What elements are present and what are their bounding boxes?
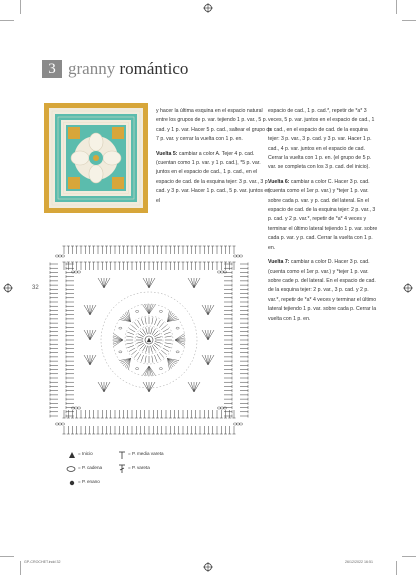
legend-enano: = P. enano bbox=[78, 479, 100, 484]
stitch-mark bbox=[143, 382, 149, 392]
crop-line bbox=[20, 0, 21, 14]
stitch-mark bbox=[161, 350, 166, 354]
stitch-mark bbox=[146, 327, 148, 334]
stitch-mark bbox=[90, 330, 93, 340]
stitch-mark bbox=[155, 342, 162, 344]
stitch-mark bbox=[145, 304, 149, 314]
stitch-mark bbox=[84, 355, 90, 365]
footer-file: GP-CROCHET.indd 32 bbox=[24, 560, 61, 564]
stitch-mark bbox=[146, 346, 148, 353]
stitch-mark bbox=[138, 354, 142, 360]
stitch-mark bbox=[131, 350, 136, 354]
double-crochet-icon bbox=[118, 464, 126, 474]
crop-line bbox=[402, 556, 416, 557]
stitch-mark bbox=[155, 337, 162, 339]
stitch-mark bbox=[101, 278, 104, 288]
legend-inicio: = Inicio bbox=[78, 451, 93, 456]
stitch-mark bbox=[175, 336, 185, 340]
stitch-mark bbox=[129, 329, 135, 333]
registration-mark-left bbox=[3, 283, 13, 293]
instructions-column-2 bbox=[268, 107, 378, 329]
stitch-mark bbox=[84, 305, 90, 315]
stitch-mark bbox=[141, 355, 143, 362]
stitch-mark bbox=[149, 304, 153, 314]
stitch-mark bbox=[208, 355, 211, 365]
round-heading: Vuelta 5: bbox=[156, 150, 178, 157]
stitch-mark bbox=[87, 305, 90, 315]
stitch-mark bbox=[84, 330, 90, 340]
paragraph-round-7 bbox=[268, 258, 378, 324]
stitch-mark bbox=[205, 330, 208, 340]
chain-stitch bbox=[119, 327, 122, 329]
stitch-mark bbox=[208, 355, 214, 365]
page-title bbox=[68, 58, 188, 80]
stitch-mark bbox=[165, 343, 172, 344]
stitch-mark bbox=[138, 320, 142, 326]
stitch-mark bbox=[194, 382, 200, 392]
stitch-mark bbox=[90, 305, 96, 315]
crop-line bbox=[402, 20, 416, 21]
start-marker bbox=[147, 338, 151, 342]
stitch-mark bbox=[175, 340, 185, 344]
slip-stitch-icon bbox=[68, 479, 76, 487]
granny-square-photo bbox=[44, 103, 148, 213]
stitch-mark bbox=[202, 355, 208, 365]
stitch-mark bbox=[141, 318, 143, 325]
page-number: 32 bbox=[32, 285, 39, 291]
paragraph: espacio de cad., 1 p. cad.*, repetir de *a* 3 veces, 5 p. var. juntos en el espacio de cad., 1 p. cad., en el espacio de cad. de la esquina tejer: 3 p. var., 3 p. cad. y 3 p. var. Hacer 1 p. cad., 4 p. var. juntos en el espacio de cad. Cerrar la vuelta con 1 p. en. (el grupo de 5 p. var. se completa con los 3 p. cad. del inicio). bbox=[268, 108, 375, 171]
stitch-mark bbox=[87, 355, 90, 365]
stitch-mark bbox=[151, 346, 153, 353]
instructions-column-1 bbox=[156, 107, 274, 211]
stitch-mark bbox=[208, 330, 211, 340]
stitch-mark bbox=[194, 278, 197, 288]
legend-media-vareta: = P. media vareta bbox=[128, 451, 164, 456]
chain-stitch bbox=[159, 368, 162, 370]
stitch-mark bbox=[165, 336, 172, 337]
stitch-mark bbox=[164, 332, 171, 334]
chain-stitch bbox=[119, 351, 122, 353]
registration-mark-top bbox=[203, 3, 213, 13]
stitch-mark bbox=[188, 278, 194, 288]
crop-line bbox=[0, 556, 14, 557]
title-bold: romántico bbox=[119, 59, 189, 78]
registration-mark-right bbox=[403, 283, 413, 293]
crop-line bbox=[396, 561, 397, 575]
stitch-mark bbox=[104, 382, 110, 392]
stitch-mark bbox=[191, 278, 194, 288]
title-light: granny bbox=[68, 59, 116, 78]
footer-timestamp: 26/12/2022 16:51 bbox=[345, 560, 373, 564]
stitch-mark bbox=[191, 382, 194, 392]
paragraph-round-5 bbox=[156, 150, 274, 206]
stitch-mark bbox=[104, 278, 107, 288]
stitch-mark bbox=[208, 330, 214, 340]
stitch-mark bbox=[154, 355, 156, 362]
stitch-mark bbox=[202, 305, 208, 315]
crochet-chart-diagram bbox=[44, 240, 254, 440]
stitch-mark bbox=[157, 320, 161, 326]
stitch-mark bbox=[98, 278, 104, 288]
pattern-number-badge: 3 bbox=[42, 60, 62, 78]
stitch-mark bbox=[152, 356, 153, 363]
stitch-mark bbox=[146, 382, 149, 392]
stitch-mark bbox=[163, 329, 169, 333]
stitch-mark bbox=[104, 278, 110, 288]
round-text: cambiar a color C. Hacer 3 p. cad. (cuenta como el 1er p. var.) y *tejer 1 p. var. sobre cada p. var. y p. cad. del lateral. En el espacio de cad. de la esquina tejer: 2 p. var., 3 p. cad. y 2 p. var.*, repetir de *a* 4 veces y terminar el último lateral tejiendo 1 p. var. sobre cada p. var. y p. cad. Cerrar la vuelta con 1 p. en. bbox=[268, 178, 378, 251]
stitch-mark bbox=[149, 278, 152, 288]
paragraph: y hacer la última esquina en el espacio natural entre los grupos de p. var. tejiendo 1 p. var., 5 p. cad. y 1 p. var. Hacer 5 p. cad., saltear el grupo de 7 p. var. y cerrar la vuelta con 1 p. en. bbox=[156, 108, 273, 143]
round-heading: Vuelta 6: bbox=[268, 178, 290, 185]
stitch-mark bbox=[136, 337, 143, 339]
stitch-mark bbox=[129, 348, 135, 352]
chain-stitch bbox=[176, 351, 179, 353]
stitch-mark bbox=[113, 340, 123, 344]
stitch-mark bbox=[205, 355, 208, 365]
stitch-mark bbox=[149, 366, 153, 376]
stitch-mark bbox=[164, 345, 171, 347]
stitch-mark bbox=[208, 305, 214, 315]
stitch-mark bbox=[131, 325, 136, 329]
stitch-mark bbox=[145, 366, 149, 376]
paragraph-round-6 bbox=[268, 178, 378, 253]
stitch-mark bbox=[90, 305, 93, 315]
stitch-mark bbox=[161, 325, 166, 329]
stitch-mark bbox=[143, 278, 149, 288]
stitch-mark bbox=[113, 336, 123, 340]
half-double-crochet-icon bbox=[118, 450, 126, 460]
crop-line bbox=[396, 0, 397, 14]
stitch-mark bbox=[90, 330, 96, 340]
stitch-mark bbox=[134, 322, 138, 327]
stitch-mark bbox=[149, 278, 155, 288]
stitch-mark bbox=[194, 278, 200, 288]
legend-cadena: = P. cadena bbox=[78, 465, 103, 470]
chain-stitch bbox=[136, 368, 139, 370]
stitch-mark bbox=[159, 352, 163, 357]
round-heading: Vuelta 7: bbox=[268, 259, 290, 266]
stitch-mark bbox=[90, 355, 96, 365]
stitch-mark bbox=[149, 382, 155, 392]
stitch-mark bbox=[87, 330, 90, 340]
stitch-mark bbox=[208, 305, 211, 315]
crop-line bbox=[0, 20, 14, 21]
chain-stitch bbox=[176, 327, 179, 329]
stitch-mark bbox=[126, 336, 133, 337]
chain-stitch-icon bbox=[66, 465, 76, 473]
stitch-mark bbox=[154, 318, 156, 325]
stitch-mark bbox=[151, 327, 153, 334]
stitch-mark bbox=[101, 382, 104, 392]
stitch-mark bbox=[145, 356, 146, 363]
chain-stitch bbox=[136, 310, 139, 312]
stitch-mark bbox=[205, 305, 208, 315]
round-text: cambiar a color A. Tejer 4 p. cad. (cuentan como 1 p. var. y 1 p. cad.), *5 p. var. juntos en el espacio de cad., 1 p. cad., en el espacio de cad. de la esquina tejer: 3 p. var., 3 p. cad. y 3 p. var. Hacer 1 p. cad., 5 p. var. juntos en el bbox=[156, 150, 271, 204]
stitch-mark bbox=[188, 382, 194, 392]
stitch-mark bbox=[194, 382, 197, 392]
stitch-mark bbox=[163, 348, 169, 352]
stitch-mark bbox=[146, 278, 149, 288]
stitch-mark bbox=[127, 332, 134, 334]
stitch-mark bbox=[159, 322, 163, 327]
stitch-mark bbox=[145, 317, 146, 324]
registration-mark-bottom bbox=[203, 562, 213, 572]
stitch-mark bbox=[157, 354, 161, 360]
stitch-mark bbox=[152, 317, 153, 324]
stitch-mark bbox=[126, 343, 133, 344]
stitch-mark bbox=[149, 382, 152, 392]
stitch-mark bbox=[136, 342, 143, 344]
stitch-mark bbox=[134, 352, 138, 357]
stitch-mark bbox=[127, 345, 134, 347]
stitch-mark bbox=[104, 382, 107, 392]
start-symbol-icon bbox=[68, 451, 76, 459]
crop-line bbox=[20, 561, 21, 575]
stitch-mark bbox=[98, 382, 104, 392]
chain-stitch bbox=[159, 310, 162, 312]
legend-vareta: = P. vareta bbox=[128, 465, 150, 470]
stitch-mark bbox=[90, 355, 93, 365]
round-text: cambiar a color D. Hacer 3 p. cad. (cuenta como el 1er p. var.) y *tejer 1 p. var. sobre cade p. del lateral. En el espacio de cad. de la esquina tejer: 2 p. var., 3 p. cad. y 2 p. var.*, repetir de *a* 4 veces y terminar el último lateral tejiendo 1 p. var. sobre cada p. Cerrar la vuelta con 1 p. en. bbox=[268, 259, 377, 322]
stitch-mark bbox=[202, 330, 208, 340]
